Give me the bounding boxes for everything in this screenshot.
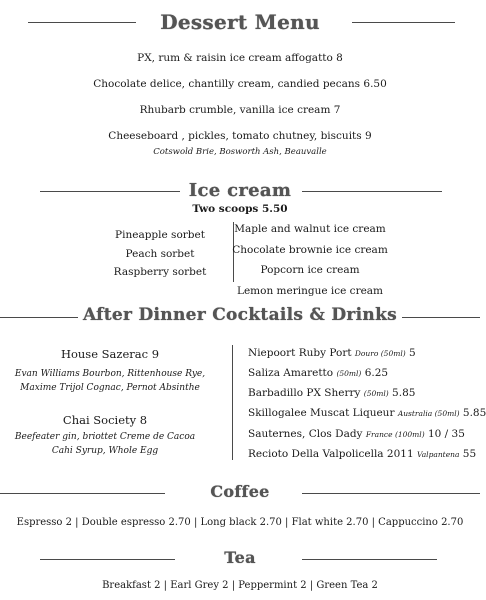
wine-note: France (100ml) <box>365 430 425 439</box>
wine-name: Recioto Della Valpolicella 2011 <box>248 448 417 460</box>
cocktail-name: House Sazerac 9 <box>60 347 160 361</box>
wine-name: Barbadillo PX Sherry <box>248 387 364 399</box>
wine-note: Valpantena <box>416 450 460 459</box>
wine-note: (50ml) <box>336 369 362 378</box>
sorbet-item: Raspberry sorbet <box>113 266 207 278</box>
wine-item <box>248 448 476 460</box>
wine-note: Douro (50ml) <box>354 349 406 358</box>
cheese-note: Cotswold Brie, Bosworth Ash, Beauvalle <box>153 147 327 157</box>
wine-item <box>248 347 416 359</box>
wine-price: 5.85 <box>462 407 486 419</box>
ice-cream-item: Lemon meringue ice cream <box>236 285 384 297</box>
wine-item <box>248 367 388 379</box>
wine-item <box>248 428 465 440</box>
dessert-item: Chocolate delice, chantilly cream, candied pecans 6.50 <box>93 78 387 90</box>
wine-price: 10 / 35 <box>427 428 465 440</box>
ice-cream-price: Two scoops 5.50 <box>192 203 288 215</box>
tea-list: Breakfast 2 | Earl Grey 2 | Peppermint 2 | Green Tea 2 <box>102 580 378 591</box>
divider <box>302 559 437 560</box>
wine-item <box>248 387 415 399</box>
column-divider <box>232 345 233 460</box>
wine-price: 6.25 <box>364 367 389 379</box>
dessert-item: Rhubarb crumble, vanilla ice cream 7 <box>139 104 341 116</box>
wine-note: Australia (50ml) <box>397 409 460 418</box>
cocktail-desc: Evan Williams Bourbon, Rittenhouse Rye, <box>14 369 206 379</box>
cocktail-name: Chai Society 8 <box>62 413 148 427</box>
wine-name: Sauternes, Clos Dady <box>248 428 366 440</box>
wine-name: Saliza Amaretto <box>248 367 337 379</box>
coffee-heading: Coffee <box>210 482 270 501</box>
divider <box>302 191 442 192</box>
wine-item <box>248 407 486 419</box>
wine-price: 5 <box>409 347 416 359</box>
ice-cream-item: Popcorn ice cream <box>260 264 360 276</box>
wine-name: Niepoort Ruby Port <box>248 347 352 359</box>
sorbet-item: Peach sorbet <box>125 248 195 260</box>
divider <box>302 493 480 494</box>
cocktail-desc: Beefeater gin, briottet Creme de Cacoa <box>14 432 196 442</box>
wine-price: 5.85 <box>392 387 416 399</box>
coffee-list: Espresso 2 | Double espresso 2.70 | Long black 2.70 | Flat white 2.70 | Cappuccino 2.70 <box>16 517 464 528</box>
cocktail-desc: Maxime Trijol Cognac, Pernot Absinthe <box>20 383 200 393</box>
ice-cream-heading: Ice cream <box>188 180 292 201</box>
divider <box>402 317 480 318</box>
dessert-item: PX, rum & raisin ice cream affogatto 8 <box>137 52 343 64</box>
tea-heading: Tea <box>224 548 256 567</box>
drinks-heading: After Dinner Cocktails & Drinks <box>82 305 398 325</box>
wine-name: Skillogalee Muscat Liqueur <box>248 407 398 419</box>
divider <box>352 22 455 23</box>
cocktail-desc: Cahi Syrup, Whole Egg <box>51 446 159 456</box>
wine-note: (50ml) <box>363 389 389 398</box>
dessert-heading: Dessert Menu <box>160 10 320 34</box>
sorbet-item: Pineapple sorbet <box>115 229 205 241</box>
ice-cream-item: Maple and walnut ice cream <box>234 223 386 235</box>
wine-price: 55 <box>462 448 477 460</box>
dessert-item: Cheeseboard , pickles, tomato chutney, biscuits 9 <box>108 130 372 142</box>
ice-cream-item: Chocolate brownie ice cream <box>232 244 388 256</box>
